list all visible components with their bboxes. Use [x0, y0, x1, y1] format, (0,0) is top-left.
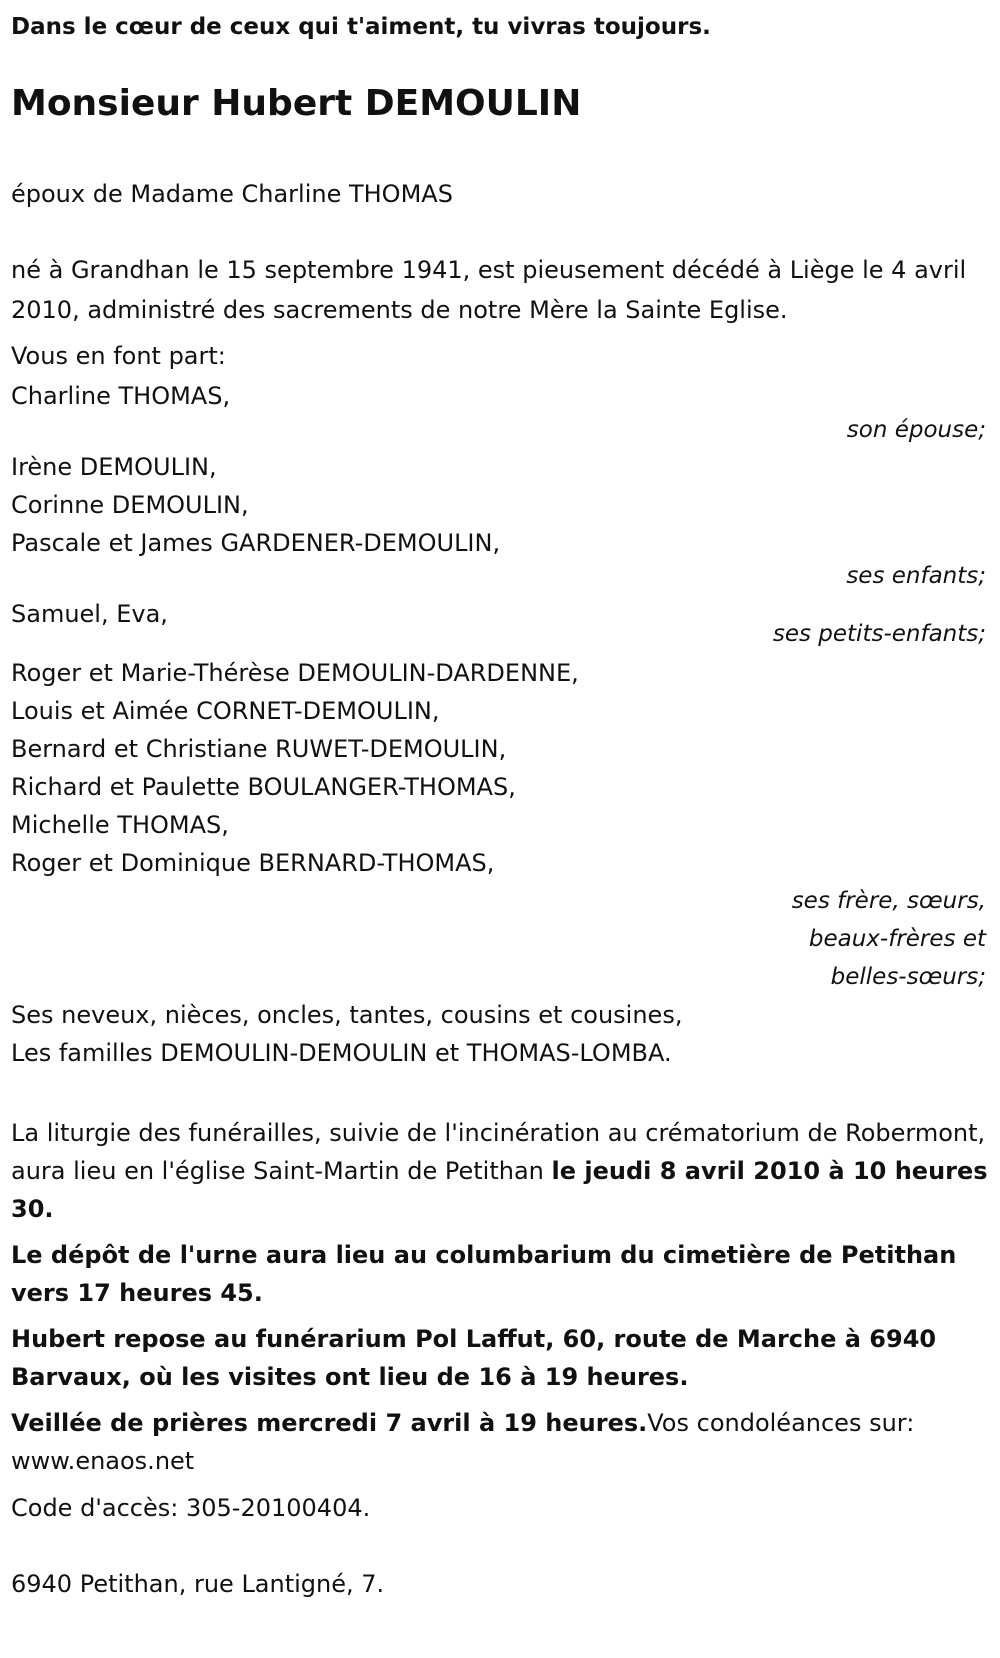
spouse-line: époux de Madame Charline THOMAS	[11, 180, 453, 208]
family-relation: ses petits-enfants;	[772, 621, 986, 647]
family-name: Roger et Dominique BERNARD-THOMAS,	[11, 849, 495, 877]
family-group-children	[11, 448, 989, 596]
family-relation: ses frère, sœurs,	[791, 888, 986, 914]
condolences-text: Vos condoléances sur: www.enaos.net	[11, 1409, 915, 1475]
intro-line: Vous en font part:	[11, 342, 226, 370]
access-code: Code d'accès: 305-20100404.	[11, 1494, 371, 1522]
family-group-siblings	[11, 654, 989, 996]
family-name: Richard et Paulette BOULANGER-THOMAS,	[11, 773, 516, 801]
family-name: Michelle THOMAS,	[11, 811, 229, 839]
vigil-text: Veillée de prières mercredi 7 avril à 19 heures.	[11, 1409, 648, 1437]
family-name: Pascale et James GARDENER-DEMOULIN,	[11, 529, 501, 557]
family-relation: belles-sœurs;	[830, 964, 986, 990]
family-name: Samuel, Eva,	[11, 600, 168, 628]
family-relation: ses enfants;	[846, 563, 986, 589]
vigil-paragraph	[11, 1404, 996, 1480]
family-name: Bernard et Christiane RUWET-DEMOULIN,	[11, 735, 507, 763]
extended-family	[11, 996, 989, 1072]
liturgy-date: le jeudi 8 avril 2010 à 10 heures 30.	[11, 1157, 988, 1223]
liturgy-paragraph	[11, 1114, 996, 1228]
liturgy-text: La liturgie des funérailles, suivie de l'incinération au crématorium de Robermont, aura lieu en l'église Saint-Martin de Petithan	[11, 1119, 986, 1185]
extended-family-line: Ses neveux, nièces, oncles, tantes, cousins et cousines,	[11, 1001, 683, 1029]
family-name: Charline THOMAS,	[11, 382, 231, 410]
family-relation: son épouse;	[846, 417, 986, 443]
bio-paragraph: né à Grandhan le 15 septembre 1941, est pieusement décédé à Liège le 4 avril 2010, administré des sacrements de notre Mère la Sainte Eglise.	[11, 256, 967, 324]
family-group-grandchildren	[11, 594, 989, 654]
family-name: Louis et Aimée CORNET-DEMOULIN,	[11, 697, 440, 725]
deceased-name: Monsieur Hubert DEMOULIN	[11, 83, 582, 124]
family-name: Irène DEMOULIN,	[11, 453, 217, 481]
family-name: Roger et Marie-Thérèse DEMOULIN-DARDENNE,	[11, 659, 579, 687]
urn-paragraph: Le dépôt de l'urne aura lieu au columbarium du cimetière de Petithan vers 17 heures 45.	[11, 1241, 957, 1307]
address: 6940 Petithan, rue Lantigné, 7.	[11, 1570, 385, 1598]
family-relation: beaux-frères et	[808, 926, 986, 952]
family-group-spouse	[11, 376, 989, 450]
extended-family-line: Les familles DEMOULIN-DEMOULIN et THOMAS-LOMBA.	[11, 1039, 672, 1067]
family-name: Corinne DEMOULIN,	[11, 491, 249, 519]
epigraph: Dans le cœur de ceux qui t'aiment, tu vivras toujours.	[11, 14, 711, 40]
funerarium-paragraph: Hubert repose au funérarium Pol Laffut, 60, route de Marche à 6940 Barvaux, où les visites ont lieu de 16 à 19 heures.	[11, 1325, 937, 1391]
